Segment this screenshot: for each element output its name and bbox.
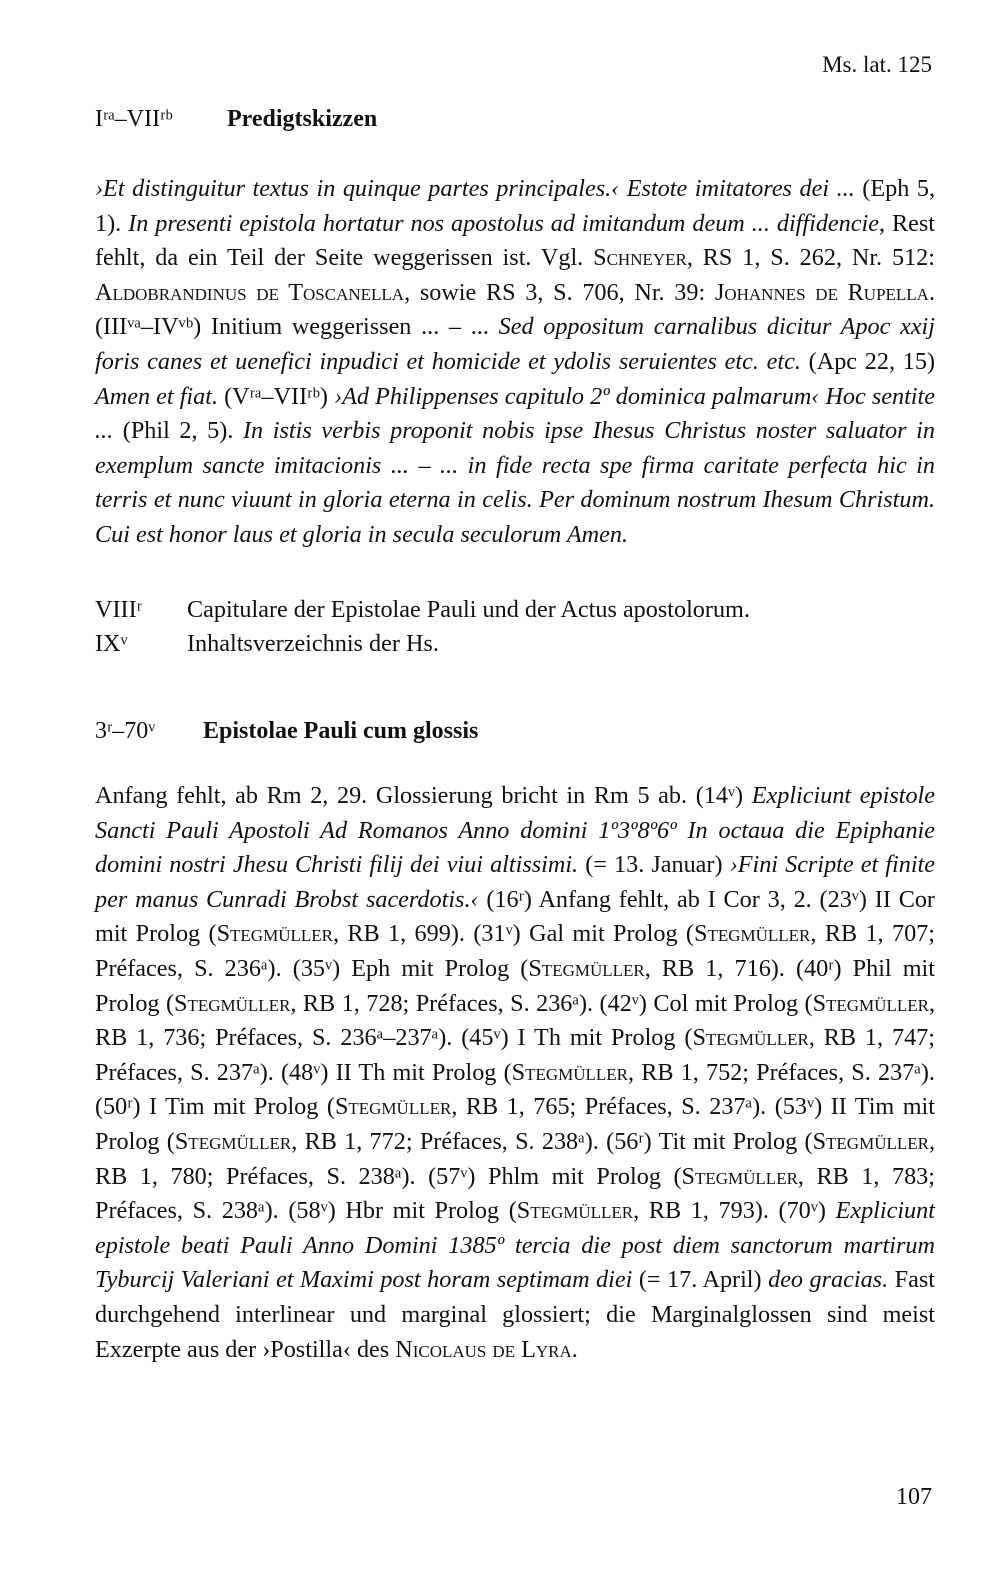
text-span: (= 13. Januar) — [578, 851, 730, 879]
author-name: Stegmüller — [516, 1197, 634, 1225]
section-body-predigtskizzen — [95, 172, 935, 553]
text-span: In istis verbis proponit nobis ipse Ihesus Christus noster saluator in exemplum sancte imitacionis ... – ... in fide recta spe firma caritate perfecta hic in terris et nunc viuunt in gloria eterna in celis. Per dominum nostrum Ihesum Christum. Cui est honor laus et gloria in secula seculorum Amen. — [95, 417, 935, 548]
text-span: (16ʳ) Anfang fehlt, ab I Cor 3, 2. (23ᵛ) II Cor mit Prolog ( — [95, 885, 935, 948]
text-span: Expliciunt epistole beati Pauli Anno Domini 1385º tercia die post diem sanctorum martirum Tyburcij Valeriani et Maximi post horam septimam diei — [95, 1197, 935, 1294]
text-span: . — [571, 1335, 578, 1363]
text-span: , Rest fehlt, da ein Teil der Seite weggerissen ist. Vgl. — [95, 209, 935, 272]
page-number: 107 — [896, 1484, 932, 1510]
entry-inhaltsverzeichnis — [95, 630, 439, 658]
text-span: , RB 1, 765; Préfaces, S. 237ᵃ). (53ᵛ) II Tim mit Prolog ( — [95, 1093, 935, 1155]
text-span: deo gracias. — [768, 1266, 889, 1294]
text-span: Fast durchgehend interlinear und marginal glossiert; die Marginalglossen sind meist Exzerpte aus der ›Postilla‹ des — [95, 1266, 935, 1363]
entry-capitulare — [95, 596, 750, 624]
section-heading-epistolae — [95, 718, 478, 745]
text-span: , RS 1, S. 262, Nr. 512: — [686, 244, 935, 272]
author-name: Schneyer — [593, 244, 687, 272]
text-span: , RB 1, 772; Préfaces, S. 238ᵃ). (56ʳ) Tit mit Prolog ( — [291, 1127, 813, 1155]
section-body-epistolae — [95, 779, 935, 1367]
text-span: Anfang fehlt, ab Rm 2, 29. Glossierung bricht in Rm 5 ab. (14ᵛ) — [95, 782, 752, 809]
text-span: , RB 1, 728; Préfaces, S. 236ᵃ). (42ᵛ) Col mit Prolog ( — [290, 989, 813, 1017]
author-name: Stegmüller — [334, 1093, 452, 1121]
text-span: Amen et fiat. — [95, 382, 218, 410]
text-span: , RB 1, 780; Préfaces, S. 238ᵃ). (57ᵛ) Phlm mit Prolog ( — [95, 1127, 936, 1190]
section-title: Predigtskizzen — [227, 106, 378, 132]
text-span: ›Fini Scripte et finite per manus Cunradi Brobst sacerdotis.‹ — [95, 851, 935, 913]
text-span: (= 17. April) — [632, 1266, 769, 1294]
author-name: Nicolaus de Lyra — [395, 1335, 572, 1363]
text-span: (Vʳᵃ–VIIʳᵇ) — [218, 382, 335, 410]
text-span: (Apc 22, 15) — [800, 347, 936, 375]
author-name: Johannes de Rupella — [714, 278, 929, 306]
text-span: Expliciunt epistole Sancti Pauli Apostoli Ad Romanos Anno domini 1º3º8º6º In octaua die Epiphanie domini nostri Jhesu Christi filij dei viui altissimi. — [95, 782, 936, 879]
author-name: Aldobrandinus de Toscanella — [95, 278, 405, 306]
author-name: Stegmüller — [528, 954, 645, 982]
author-name: Stegmüller — [174, 989, 291, 1017]
text-span: , RB 1, 707; Préfaces, S. 236ᵃ). (35ᵛ) Eph mit Prolog ( — [95, 920, 935, 982]
folio-range: Iʳᵃ–VIIʳᵇ — [95, 106, 173, 132]
author-name: Stegmüller — [812, 1127, 929, 1155]
author-name: Stegmüller — [694, 920, 811, 948]
folio-range: VIIIʳ — [95, 596, 142, 623]
section-title: Epistolae Pauli cum glossis — [203, 718, 479, 744]
text-span: , RB 1, 747; Préfaces, S. 237ᵃ). (48ᵛ) II Th mit Prolog ( — [95, 1024, 935, 1086]
author-name: Stegmüller — [812, 989, 929, 1017]
text-span: , sowie RS 3, S. 706, Nr. 39: — [404, 278, 715, 306]
folio-range: IXᵛ — [95, 630, 128, 657]
author-name: Stegmüller — [681, 1162, 798, 1190]
text-span: , RB 1, 793). (70ᵛ) — [633, 1197, 836, 1225]
author-name: Stegmüller — [216, 920, 333, 948]
folio-range: 3ʳ–70ᵛ — [95, 718, 156, 744]
text-span: (Phil 2, 5). — [113, 417, 243, 445]
text-span: . (IIIᵛᵃ–IVᵛᵇ) Initium weggerissen ... – ... — [95, 278, 935, 341]
author-name: Stegmüller — [174, 1127, 292, 1155]
text-span: ›Ad Philippenses capitulo 2º dominica palmarum‹ Hoc sentite ... — [95, 382, 935, 445]
author-name: Stegmüller — [692, 1024, 809, 1052]
text-span: , RB 1, 783; Préfaces, S. 238ᵃ). (58ᵛ) Hbr mit Prolog ( — [95, 1162, 935, 1225]
text-span: ›Et distinguitur textus in quinque partes principales.‹ Estote imitatores dei ... — [95, 175, 855, 202]
text-span: , RB 1, 736; Préfaces, S. 236ᵃ–237ᵃ). (45ᵛ) I Th mit Prolog ( — [95, 989, 935, 1052]
author-name: Stegmüller — [511, 1058, 629, 1086]
text-span: , RB 1, 699). (31ᵛ) Gal mit Prolog ( — [332, 920, 694, 948]
entry-text: Capitulare der Epistolae Pauli und der Actus apostolorum. — [187, 596, 750, 623]
entry-text: Inhaltsverzeichnis der Hs. — [187, 630, 439, 657]
running-head: Ms. lat. 125 — [822, 52, 932, 77]
section-heading-predigtskizzen — [95, 106, 377, 133]
text-span: , RB 1, 716). (40ʳ) Phil mit Prolog ( — [95, 954, 935, 1017]
text-span: (Eph 5, 1). — [95, 175, 935, 237]
text-span: Sed oppositum carnalibus dicitur Apoc xxij foris canes et uenefici inpudici et homicide et ydolis seruientes etc. etc. — [95, 313, 935, 375]
text-span: , RB 1, 752; Préfaces, S. 237ᵃ). (50ʳ) I Tim mit Prolog ( — [95, 1058, 935, 1121]
text-span: In presenti epistola hortatur nos apostolus ad imitandum deum ... diffidencie — [128, 209, 879, 237]
